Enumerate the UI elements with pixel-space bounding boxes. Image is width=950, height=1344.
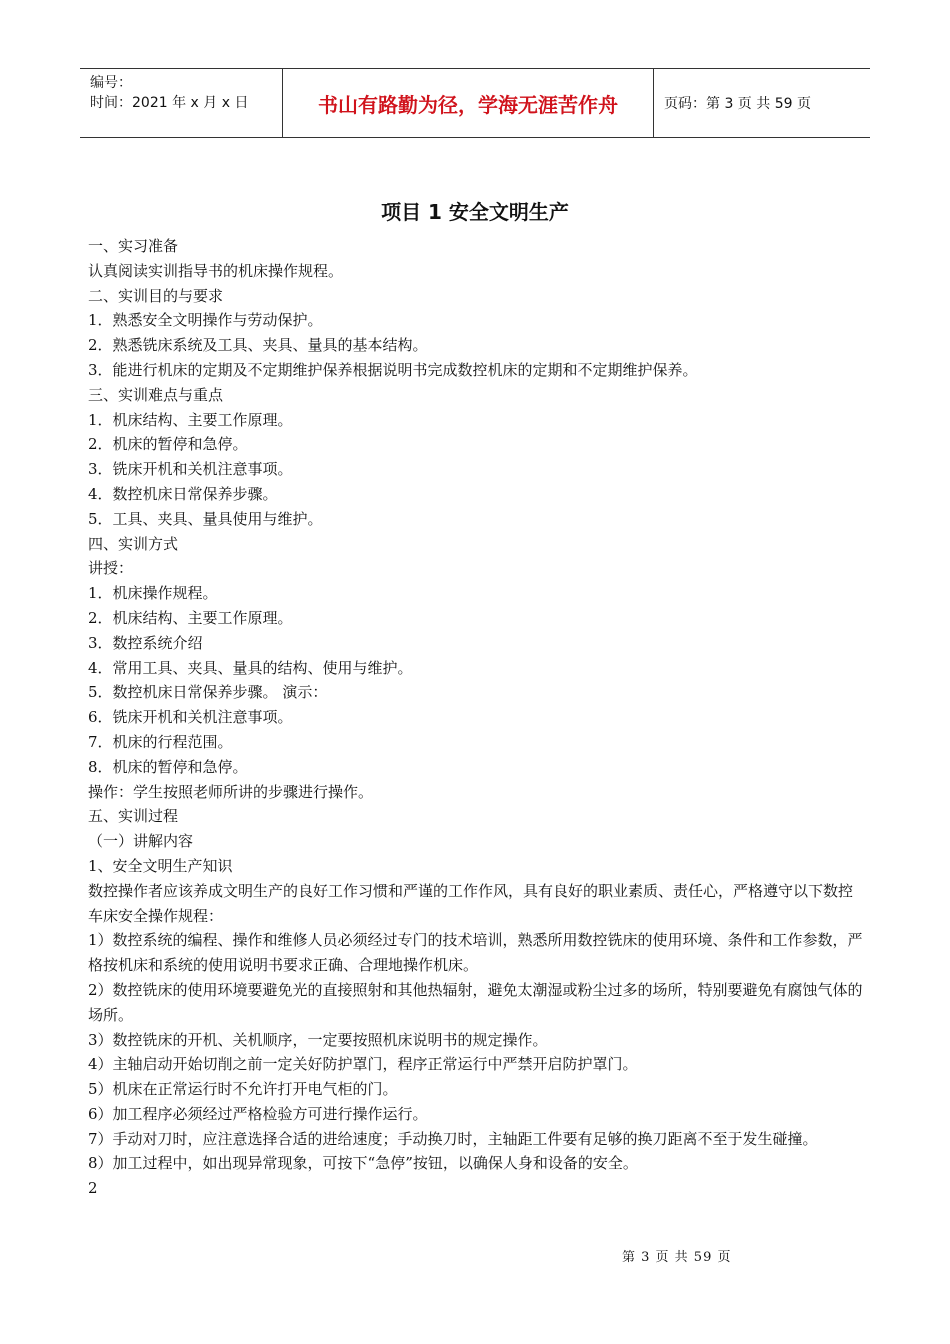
body-line: 2 [88,1179,98,1198]
body-line: 2）数控铣床的使用环境要避免光的直接照射和其他热辐射，避免太潮湿或粉尘过多的场所，特别要避免有腐蚀气体的场所。 [88,980,863,1024]
body-line: 5）机床在正常运行时不允许打开电气柜的门。 [88,1080,398,1099]
body-line: 4．数控机床日常保养步骤。 [88,484,278,503]
body-line: 3．能进行机床的定期及不定期维护保养根据说明书完成数控机床的定期和不定期维护保养。 [88,360,698,379]
body-line: 7）手动对刀时，应注意选择合适的进给速度；手动换刀时，主轴距工件要有足够的换刀距离不至于发生碰撞。 [88,1129,818,1148]
page-code: 页码：第 3 页 共 59 页 [664,96,811,112]
number-label: 编号： [90,75,132,91]
body-line: 一、实习准备 [88,237,179,255]
body-line: 1．机床结构、主要工作原理。 [88,410,293,429]
body-line: 五、实训过程 [88,807,179,826]
body-line: 二、实训目的与要求 [88,286,224,305]
body-line: 1．机床操作规程。 [88,584,218,603]
body-line: 2．机床的暂停和急停。 [88,435,248,454]
body-line: 4）主轴启动开始切削之前一定关好防护罩门，程序正常运行中严禁开启防护罩门。 [88,1055,638,1074]
body-line: 数控操作者应该养成文明生产的良好工作习惯和严谨的工作作风，具有良好的职业素质、责任心，严格遵守以下数控车床安全操作规程： [88,881,854,925]
body-line: 6．铣床开机和关机注意事项。 [88,708,293,727]
body-line: 4．常用工具、夹具、量具的结构、使用与维护。 [88,658,413,677]
body-line: 3．铣床开机和关机注意事项。 [88,460,293,479]
body-line: 7．机床的行程范围。 [88,732,233,751]
body-line: 8）加工过程中，如出现异常现象，可按下“急停”按钮，以确保人身和设备的安全。 [88,1154,638,1173]
motto: 书山有路勤为径，学海无涯苦作舟 [282,69,654,137]
body-line: 1．熟悉安全文明操作与劳动保护。 [88,311,323,330]
document-body [88,234,866,1201]
time-label: 时间：2021 年 x 月 x 日 [90,95,249,111]
header-table [80,68,870,138]
body-line: 1、安全文明生产知识 [88,856,233,875]
body-line: 3．数控系统介绍 [88,633,203,652]
body-line: 操作：学生按照老师所讲的步骤进行操作。 [88,782,374,801]
page-footer: 第 3 页 共 59 页 [622,1250,732,1265]
body-line: 3）数控铣床的开机、关机顺序，一定要按照机床说明书的规定操作。 [88,1030,548,1049]
body-line: 2．熟悉铣床系统及工具、夹具、量具的基本结构。 [88,336,428,355]
document-title: 项目 1 安全文明生产 [381,200,569,224]
body-line: 四、实训方式 [88,534,179,553]
body-line: 认真阅读实训指导书的机床操作规程。 [88,261,344,280]
body-line: 6）加工程序必须经过严格检验方可进行操作运行。 [88,1104,428,1123]
body-line: 讲授： [88,559,134,578]
body-line: 8．机床的暂停和急停。 [88,757,248,776]
body-line: 5．数控机床日常保养步骤。 演示： [88,683,328,702]
body-line: 三、实训难点与重点 [88,385,224,404]
body-line: （一）讲解内容 [88,832,194,851]
body-line: 1）数控系统的编程、操作和维修人员必须经过专门的技术培训，熟悉所用数控铣床的使用环境、条件和工作参数，严格按机床和系统的使用说明书要求正确、合理地操作机床。 [88,931,863,975]
body-line: 2．机床结构、主要工作原理。 [88,608,293,627]
body-line: 5．工具、夹具、量具使用与维护。 [88,509,323,528]
header-left-cell [80,69,282,137]
